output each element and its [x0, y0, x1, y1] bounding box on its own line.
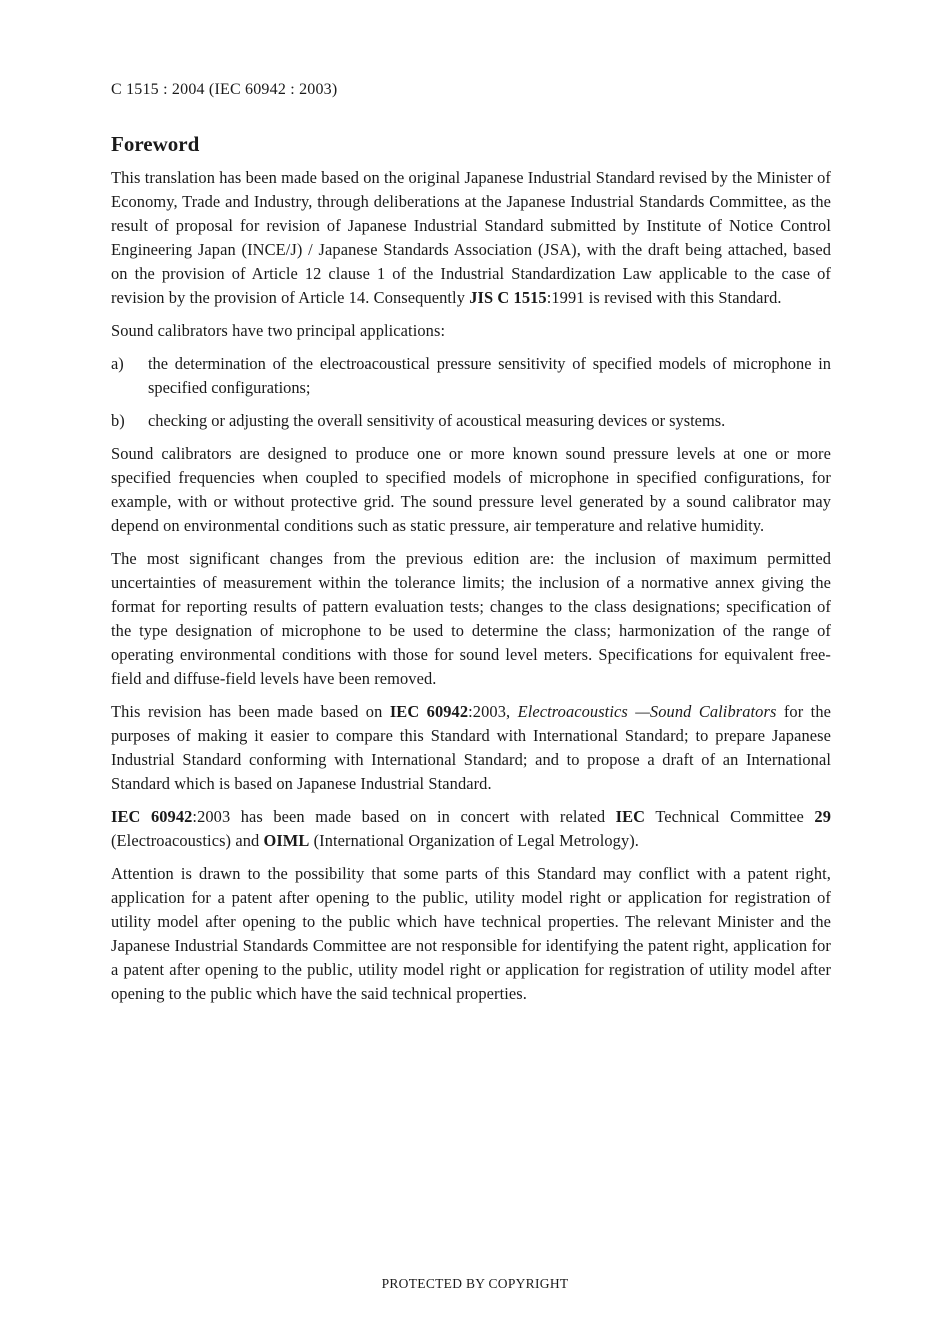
paragraph-applications-intro: Sound calibrators have two principal applications: — [111, 321, 446, 340]
list-item — [111, 409, 831, 433]
paragraph-text: :2003 has been made based on in concert with related — [192, 807, 616, 826]
section-heading: Foreword — [111, 132, 200, 156]
list-text: the determination of the electroacoustical pressure sensitivity of specified models of microphone in specified configurations; — [148, 354, 831, 397]
paragraph-text: (International Organization of Legal Metrology). — [309, 831, 639, 850]
paragraph-text: Technical Committee — [645, 807, 815, 826]
standard-ref: IEC 60942 — [111, 807, 193, 826]
standard-ref: JIS C 1515 — [469, 288, 547, 307]
list-item — [111, 352, 831, 400]
paragraph-text: :1991 is revised with this Standard. — [546, 288, 782, 307]
paragraph-text: (Electroacoustics) and — [111, 831, 264, 850]
paragraph-calibrator-design: Sound calibrators are designed to produce one or more known sound pressure levels at one or more specified frequencies when coupled to specified models of microphone in specified configurations, for example, with or without protective grid. The sound pressure level generated by a sound calibrator may depend on environmental conditions such as static pressure, air temperature and relative humidity. — [111, 444, 831, 535]
copyright-footer: PROTECTED BY COPYRIGHT — [381, 1276, 569, 1291]
paragraph-text: for the purposes of making it easier to compare this Standard with International Standard; to prepare Japanese Industrial Standard conforming with International Standard; and to propose a draft of an International Standard which is based on Japanese Industrial Standard. — [111, 702, 831, 793]
standard-title: Electroacoustics —Sound Calibrators — [517, 702, 777, 721]
committee-number: 29 — [814, 807, 831, 826]
paragraph-changes: The most significant changes from the previous edition are: the inclusion of maximum permitted uncertainties of measurement within the tolerance limits; the inclusion of a normative annex giving the format for reporting results of pattern evaluation tests; changes to the class designations; specification of the type designation of microphone to be used to determine the class; harmonization of the range of operating environmental conditions with those for sound level meters. Specifications for equivalent free-field and diffuse-field levels have been removed. — [111, 549, 831, 688]
document-page — [111, 80, 831, 1015]
paragraph-patent-notice: Attention is drawn to the possibility that some parts of this Standard may conflict with a patent right, application for a patent after opening to the public, utility model right or application for registration of utility model after opening to the public which have technical properties. The relevant Minister and the Japanese Industrial Standards Committee are not responsible for identifying the patent right, application for a patent after opening to the public, utility model right or application for registration of utility model after opening to the public which have the said technical properties. — [111, 864, 831, 1003]
list-marker: a) — [111, 354, 124, 373]
list-marker: b) — [111, 411, 125, 430]
org-ref: OIML — [263, 831, 310, 850]
list-text: checking or adjusting the overall sensitivity of acoustical measuring devices or systems. — [148, 411, 726, 430]
document-reference: C 1515 : 2004 (IEC 60942 : 2003) — [111, 81, 338, 98]
paragraph-revision-basis — [111, 700, 831, 796]
paragraph-text: :2003, — [468, 702, 518, 721]
paragraph-text: This revision has been made based on — [111, 702, 390, 721]
standard-ref: IEC 60942 — [389, 702, 469, 721]
org-ref: IEC — [615, 807, 646, 826]
paragraph-iec-concert — [111, 805, 831, 853]
paragraph-text: This translation has been made based on the original Japanese Industrial Standard revised by the Minister of Economy, Trade and Industry, through deliberations at the Japanese Industrial Standards Committee, as the result of proposal for revision of Japanese Industrial Standard submitted by Institute of Notice Control Engineering Japan (INCE/J) / Japanese Standards Association (JSA), with the draft being attached, based on the provision of Article 12 clause 1 of the Industrial Standardization Law applicable to the case of revision by the provision of Article 14. Consequently — [111, 168, 831, 307]
paragraph-translation-note — [111, 166, 831, 310]
